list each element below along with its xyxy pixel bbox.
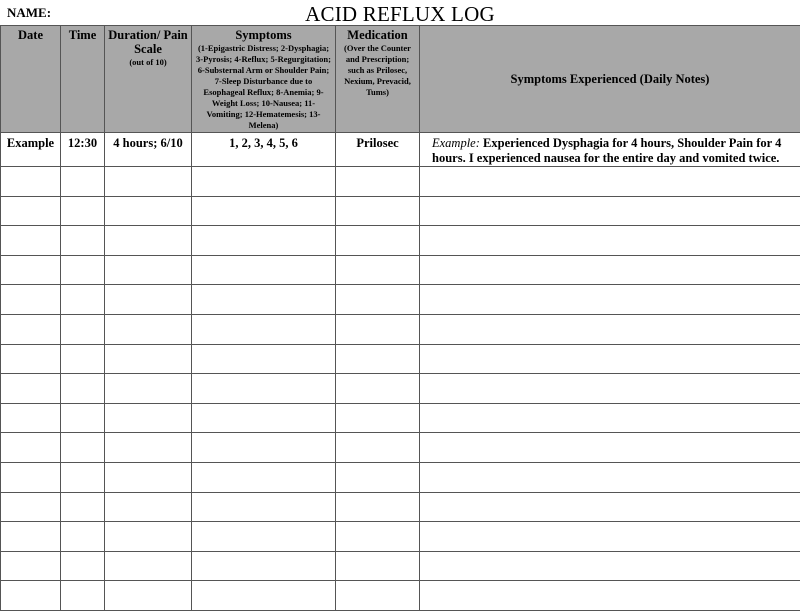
time-cell[interactable]	[61, 581, 105, 611]
symptoms-cell[interactable]	[192, 196, 336, 226]
notes-cell[interactable]	[420, 551, 800, 581]
date-cell[interactable]	[1, 492, 61, 522]
column-header-date: Date	[1, 26, 61, 133]
time-cell[interactable]	[61, 196, 105, 226]
symptoms-cell[interactable]	[192, 314, 336, 344]
duration-cell[interactable]	[105, 551, 192, 581]
date-cell[interactable]	[1, 462, 61, 492]
time-cell[interactable]	[61, 551, 105, 581]
date-cell[interactable]	[1, 285, 61, 315]
duration-cell[interactable]	[105, 285, 192, 315]
time-cell[interactable]	[61, 285, 105, 315]
medication-cell[interactable]	[336, 433, 420, 463]
notes-cell[interactable]	[420, 374, 800, 404]
medication-cell[interactable]	[336, 522, 420, 552]
date-cell[interactable]	[1, 522, 61, 552]
time-cell[interactable]	[61, 522, 105, 552]
column-header-notes: Symptoms Experienced (Daily Notes)	[420, 26, 800, 133]
notes-cell[interactable]	[420, 581, 800, 611]
example-notes	[420, 133, 800, 167]
symptoms-cell[interactable]	[192, 522, 336, 552]
symptoms-cell[interactable]	[192, 255, 336, 285]
log-table	[0, 25, 800, 611]
medication-cell[interactable]	[336, 196, 420, 226]
table-row	[1, 196, 800, 226]
symptoms-cell[interactable]	[192, 433, 336, 463]
notes-cell[interactable]	[420, 255, 800, 285]
medication-cell[interactable]	[336, 462, 420, 492]
table-row	[1, 462, 800, 492]
time-cell[interactable]	[61, 462, 105, 492]
notes-cell[interactable]	[420, 285, 800, 315]
medication-cell[interactable]	[336, 314, 420, 344]
symptoms-cell[interactable]	[192, 167, 336, 197]
notes-cell[interactable]	[420, 314, 800, 344]
medication-cell[interactable]	[336, 403, 420, 433]
time-cell[interactable]	[61, 403, 105, 433]
date-cell[interactable]	[1, 403, 61, 433]
time-cell[interactable]	[61, 314, 105, 344]
duration-cell[interactable]	[105, 167, 192, 197]
table-row	[1, 255, 800, 285]
symptoms-cell[interactable]	[192, 226, 336, 256]
medication-cell[interactable]	[336, 226, 420, 256]
notes-cell[interactable]	[420, 226, 800, 256]
duration-cell[interactable]	[105, 196, 192, 226]
symptoms-cell[interactable]	[192, 581, 336, 611]
time-cell[interactable]	[61, 344, 105, 374]
time-cell[interactable]	[61, 492, 105, 522]
symptoms-cell[interactable]	[192, 344, 336, 374]
date-cell[interactable]	[1, 255, 61, 285]
duration-cell[interactable]	[105, 433, 192, 463]
example-duration: 4 hours; 6/10	[105, 133, 192, 167]
column-header-symptoms	[192, 26, 336, 133]
medication-header-subtitle: (Over the Counter and Prescription; such as Prilosec, Nexium, Prevacid, Tums)	[336, 42, 419, 98]
example-notes-prefix: Example:	[432, 136, 480, 150]
symptoms-header-title: Symptoms	[192, 26, 335, 42]
duration-cell[interactable]	[105, 344, 192, 374]
date-cell[interactable]	[1, 433, 61, 463]
symptoms-header-legend: (1-Epigastric Distress; 2-Dysphagia; 3-Pyrosis; 4-Reflux; 5-Regurgitation; 6-Substernal Arm or Shoulder Pain; 7-Sleep Disturbance due to Esophageal Reflux; 8-Anemia; 9-Weight Loss; 10-Nausea; 11-Vomiting; 12-Hematemesis; 13-Melena)	[192, 42, 335, 131]
notes-cell[interactable]	[420, 433, 800, 463]
time-cell[interactable]	[61, 167, 105, 197]
table-row	[1, 551, 800, 581]
date-cell[interactable]	[1, 314, 61, 344]
date-cell[interactable]	[1, 551, 61, 581]
duration-cell[interactable]	[105, 226, 192, 256]
duration-header-title: Duration/ Pain Scale	[105, 26, 191, 56]
page-title: ACID REFLUX LOG	[0, 2, 800, 27]
time-cell[interactable]	[61, 433, 105, 463]
name-label: NAME:	[7, 5, 51, 21]
example-medication: Prilosec	[336, 133, 420, 167]
symptoms-cell[interactable]	[192, 492, 336, 522]
table-row	[1, 492, 800, 522]
date-cell[interactable]	[1, 226, 61, 256]
duration-cell[interactable]	[105, 522, 192, 552]
notes-cell[interactable]	[420, 522, 800, 552]
table-row	[1, 522, 800, 552]
table-row	[1, 226, 800, 256]
symptoms-cell[interactable]	[192, 374, 336, 404]
notes-cell[interactable]	[420, 344, 800, 374]
time-cell[interactable]	[61, 255, 105, 285]
medication-cell[interactable]	[336, 581, 420, 611]
table-row	[1, 344, 800, 374]
notes-cell[interactable]	[420, 462, 800, 492]
date-cell[interactable]	[1, 581, 61, 611]
date-cell[interactable]	[1, 344, 61, 374]
medication-header-title: Medication	[336, 26, 419, 42]
date-cell[interactable]	[1, 196, 61, 226]
table-row	[1, 285, 800, 315]
medication-cell[interactable]	[336, 167, 420, 197]
column-header-medication	[336, 26, 420, 133]
example-date: Example	[1, 133, 61, 167]
symptoms-cell[interactable]	[192, 285, 336, 315]
medication-cell[interactable]	[336, 551, 420, 581]
duration-cell[interactable]	[105, 403, 192, 433]
symptoms-cell[interactable]	[192, 551, 336, 581]
duration-cell[interactable]	[105, 492, 192, 522]
symptoms-cell[interactable]	[192, 462, 336, 492]
date-cell[interactable]	[1, 167, 61, 197]
medication-cell[interactable]	[336, 255, 420, 285]
table-row	[1, 433, 800, 463]
notes-cell[interactable]	[420, 167, 800, 197]
table-row	[1, 167, 800, 197]
duration-cell[interactable]	[105, 255, 192, 285]
duration-cell[interactable]	[105, 462, 192, 492]
table-row	[1, 403, 800, 433]
medication-cell[interactable]	[336, 285, 420, 315]
table-row	[1, 374, 800, 404]
notes-cell[interactable]	[420, 196, 800, 226]
date-cell[interactable]	[1, 374, 61, 404]
example-time: 12:30	[61, 133, 105, 167]
header-row	[1, 26, 800, 133]
example-notes-text: Experienced Dysphagia for 4 hours, Shoulder Pain for 4 hours. I experienced nausea for the entire day and vomited twice.	[432, 136, 781, 165]
example-row	[1, 133, 800, 167]
time-cell[interactable]	[61, 374, 105, 404]
column-header-duration	[105, 26, 192, 133]
duration-header-subtitle: (out of 10)	[105, 56, 191, 68]
notes-cell[interactable]	[420, 492, 800, 522]
symptoms-cell[interactable]	[192, 403, 336, 433]
duration-cell[interactable]	[105, 314, 192, 344]
medication-cell[interactable]	[336, 374, 420, 404]
column-header-time: Time	[61, 26, 105, 133]
time-cell[interactable]	[61, 226, 105, 256]
table-row	[1, 581, 800, 611]
medication-cell[interactable]	[336, 492, 420, 522]
example-symptoms: 1, 2, 3, 4, 5, 6	[192, 133, 336, 167]
notes-cell[interactable]	[420, 403, 800, 433]
medication-cell[interactable]	[336, 344, 420, 374]
duration-cell[interactable]	[105, 581, 192, 611]
duration-cell[interactable]	[105, 374, 192, 404]
table-row	[1, 314, 800, 344]
